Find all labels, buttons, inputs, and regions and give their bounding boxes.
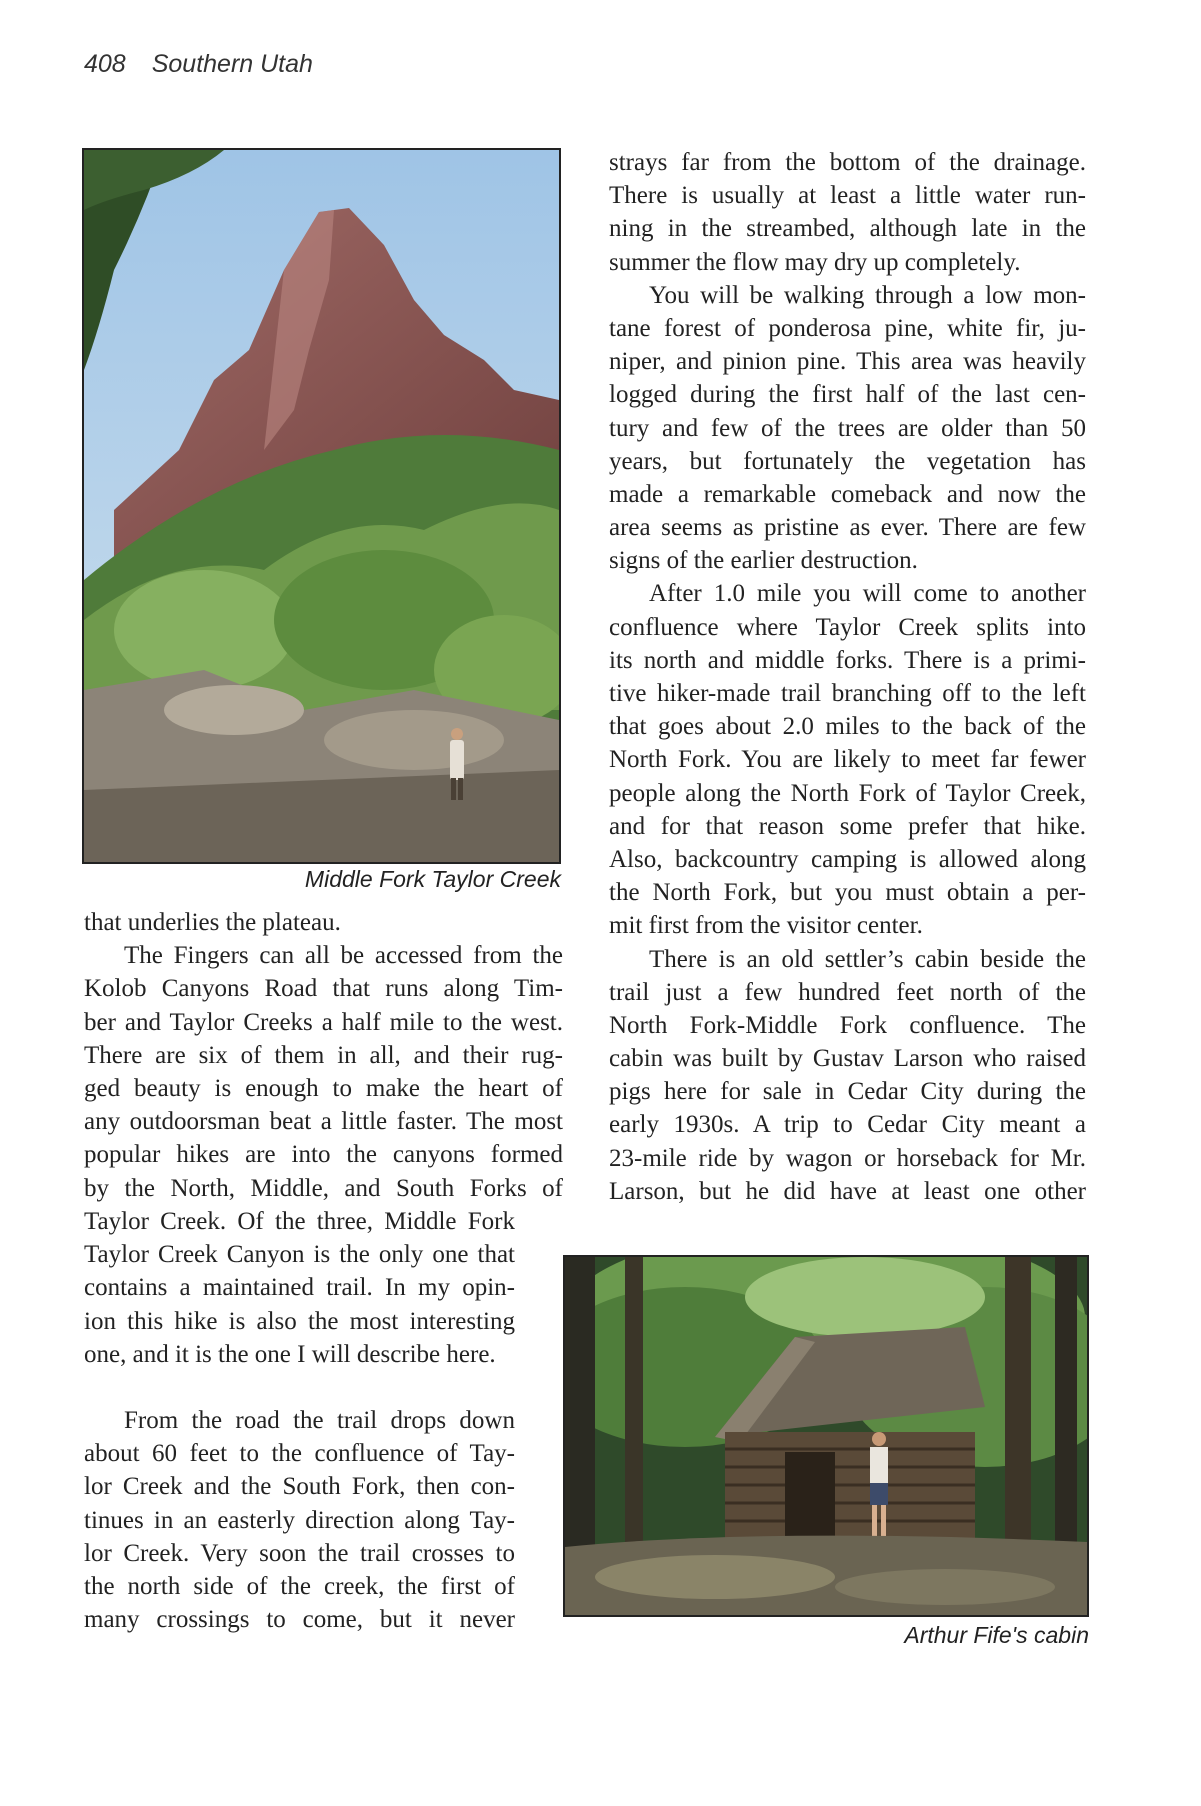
text-line: many crossings to come, but it never [84,1606,515,1634]
text-line: one, and it is the one I will describe here. [84,1340,496,1368]
figure-caption-middle-fork: Middle Fork Taylor Creek [304,866,561,892]
text-line: cabin was built by Gustav Larson who raised [609,1045,1086,1073]
text-line: about 60 feet to the confluence of Tay- [84,1440,515,1468]
text-line: people along the North Fork of Taylor Creek, [609,779,1086,807]
figure-caption-cabin: Arthur Fife's cabin [904,1622,1089,1648]
left-column-text-bottom [84,1404,515,1636]
text-line: made a remarkable comeback and now the [609,480,1086,508]
text-line: There is usually at least a little water run- [609,182,1086,210]
text-line: Larson, but he did have at least one other [609,1177,1086,1205]
text-line: ber and Taylor Creeks a half mile to the west. [84,1008,563,1036]
text-line: North Fork-Middle Fork confluence. The [609,1011,1086,1039]
text-line: tury and few of the trees are older than 50 [609,414,1086,442]
text-line: mit first from the visitor center. [609,912,923,940]
text-line: There are six of them in all, and their rug- [84,1041,563,1069]
text-line: North Fork. You are likely to meet far fewer [609,746,1086,774]
text-line: the north side of the creek, the first of [84,1572,515,1600]
text-line: tane forest of ponderosa pine, white fir, ju- [609,314,1086,342]
text-line: ning in the streambed, although late in the [609,215,1086,243]
text-line: logged during the first half of the last cen- [609,381,1086,409]
photo-middle-fork [82,148,561,864]
text-line: ged beauty is enough to make the heart of [84,1074,563,1102]
text-line: There is an old settler’s cabin beside the [649,945,1086,973]
text-line: years, but fortunately the vegetation has [609,447,1086,475]
text-line: signs of the earlier destruction. [609,547,918,575]
text-line: confluence where Taylor Creek splits into [609,613,1086,641]
text-line: pigs here for sale in Cedar City during the [609,1078,1086,1106]
right-column-text-top [609,146,1086,1208]
text-line: You will be walking through a low mon- [649,281,1086,309]
text-line: ion this hike is also the most interesting [84,1307,515,1335]
page-number: 408 [84,50,126,78]
text-line: its north and middle forks. There is a primi- [609,646,1086,674]
text-line: area seems as pristine as ever. There are few [609,514,1086,542]
left-column-text-mid-narrow [84,1205,515,1371]
running-header [84,50,313,79]
running-title: Southern Utah [151,50,313,78]
text-line: that goes about 2.0 miles to the back of the [609,713,1086,741]
text-line: the North Fork, but you must obtain a per- [609,879,1086,907]
text-line: lor Creek and the South Fork, then con- [84,1473,515,1501]
text-line: Also, backcountry camping is allowed along [609,845,1086,873]
text-line: by the North, Middle, and South Forks of [84,1174,563,1202]
text-line: and for that reason some prefer that hike. [609,812,1086,840]
text-line: any outdoorsman beat a little faster. The most [84,1108,563,1136]
text-line: niper, and pinion pine. This area was heavily [609,348,1086,376]
text-line: The Fingers can all be accessed from the [124,942,563,970]
photo-cabin-image [565,1257,1087,1615]
text-line: that underlies the plateau. [84,909,341,936]
text-line: contains a maintained trail. In my opin- [84,1274,515,1302]
text-line: early 1930s. A trip to Cedar City meant a [609,1111,1086,1139]
text-line: trail just a few hundred feet north of the [609,978,1086,1006]
text-line: summer the flow may dry up completely. [609,248,1021,276]
text-line: From the road the trail drops down [124,1407,515,1434]
text-line: 23-mile ride by wagon or horseback for Mr. [609,1144,1086,1172]
text-line: tive hiker-made trail branching off to the left [609,680,1086,707]
text-line: popular hikes are into the canyons formed [84,1141,563,1169]
text-line: Taylor Creek Canyon is the only one that [84,1241,515,1269]
text-line: After 1.0 mile you will come to another [649,580,1086,608]
text-line: Kolob Canyons Road that runs along Tim- [84,975,563,1003]
photo-cabin [563,1255,1089,1617]
text-line: lor Creek. Very soon the trail crosses to [84,1539,515,1567]
text-line: Taylor Creek. Of the three, Middle Fork [84,1208,515,1235]
text-line: tinues in an easterly direction along Tay- [84,1506,515,1534]
photo-middle-fork-image [84,150,559,862]
left-column-text-mid [84,906,563,1205]
text-line: strays far from the bottom of the drainage. [609,149,1086,176]
